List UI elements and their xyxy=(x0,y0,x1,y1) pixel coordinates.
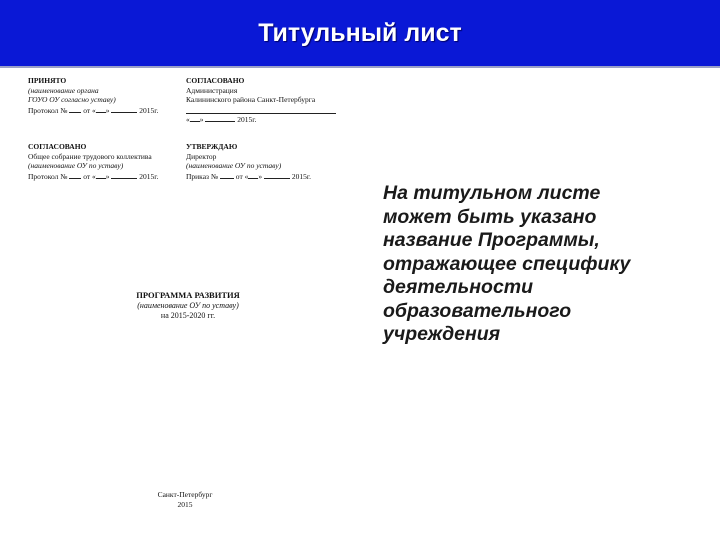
city-year-block xyxy=(130,490,240,510)
approved-block xyxy=(186,142,311,181)
approved-heading: УТВЕРЖДАЮ xyxy=(186,142,238,151)
title-banner xyxy=(0,0,720,66)
agreed-admin-date: « » 2015г. xyxy=(186,114,257,124)
accepted-line-1: (наименование органа xyxy=(28,85,99,95)
slide-title: Титульный лист xyxy=(258,18,462,47)
agreed-admin-line-2: Калининского района Санкт-Петербурга xyxy=(186,95,316,104)
program-period: на 2015-2020 гг. xyxy=(160,311,216,320)
agreed-staff-heading: СОГЛАСОВАНО xyxy=(28,142,87,151)
title-page-sample xyxy=(0,68,365,540)
approved-order: Приказ № от « » 2015г. xyxy=(186,171,311,181)
caption-line: отражающее специфику xyxy=(383,252,631,275)
footer-city: Санкт-Петербург xyxy=(157,490,213,499)
agreed-admin-heading: СОГЛАСОВАНО xyxy=(186,76,245,85)
agreed-staff-block xyxy=(28,142,158,181)
program-subtitle: (наименование ОУ по уставу) xyxy=(137,300,239,310)
program-title-block xyxy=(118,290,258,322)
accepted-heading: ПРИНЯТО xyxy=(28,76,67,85)
accepted-protocol: Протокол № от « » 2015г. xyxy=(28,105,159,115)
caption-line: образовательного xyxy=(383,299,572,322)
agreed-admin-signature-line xyxy=(186,105,336,114)
agreed-staff-protocol: Протокол № от « » 2015г. xyxy=(28,171,159,181)
accepted-line-2: ГОУО ОУ согласно уставу) xyxy=(28,95,116,104)
caption-line: деятельности xyxy=(383,276,534,298)
caption-line: учреждения xyxy=(383,323,501,345)
agreed-admin-block xyxy=(186,76,336,124)
approved-line: Директор xyxy=(186,151,217,161)
footer-year: 2015 xyxy=(177,500,193,509)
explanation-text xyxy=(383,182,703,347)
program-title: ПРОГРАММА РАЗВИТИЯ xyxy=(136,290,240,300)
caption-line: На титульном листе xyxy=(383,182,601,204)
caption-line: название Программы, xyxy=(383,229,600,251)
agreed-staff-line: Общее собрание трудового коллектива xyxy=(28,151,152,161)
caption-line: может быть указано xyxy=(383,205,597,228)
agreed-admin-line-1: Администрация xyxy=(186,85,238,95)
accepted-block xyxy=(28,76,158,115)
approved-line-italic: (наименование ОУ по уставу) xyxy=(186,161,282,170)
agreed-staff-line-italic: (наименование ОУ по уставу) xyxy=(28,161,124,170)
